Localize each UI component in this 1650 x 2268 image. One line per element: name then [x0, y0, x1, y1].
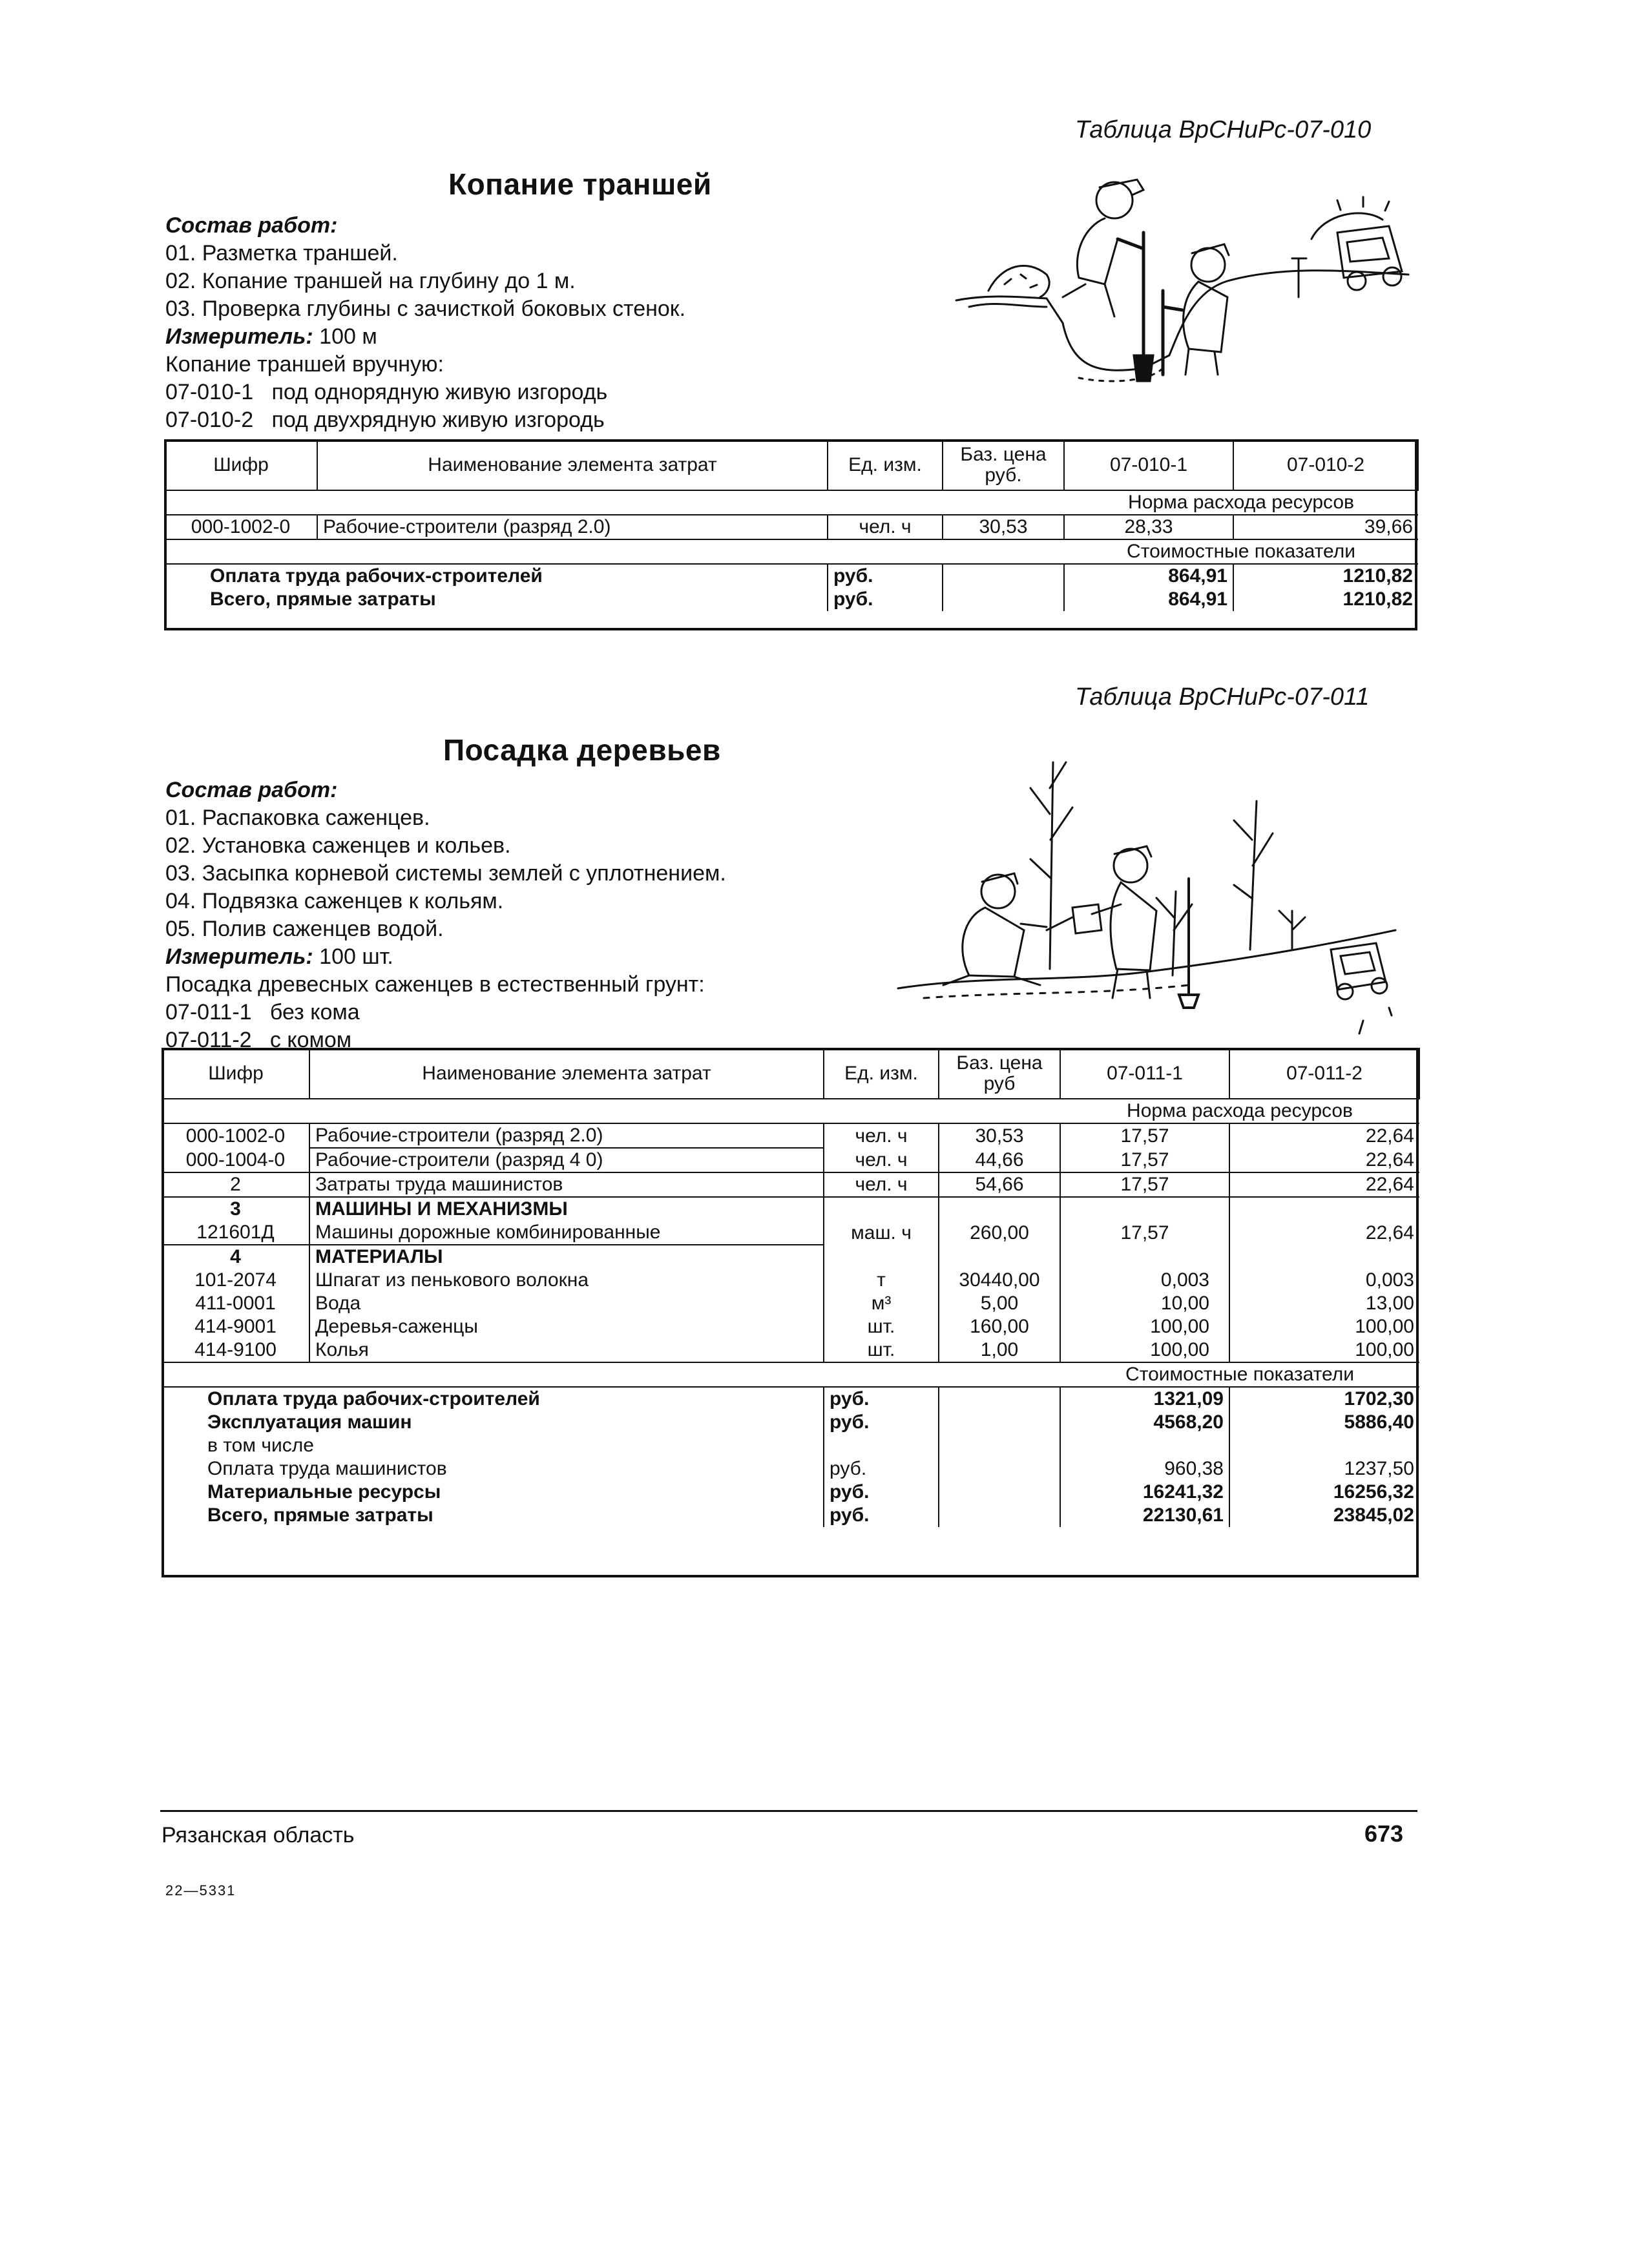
- price-cell: [939, 1481, 1060, 1504]
- unit-cell: шт.: [824, 1338, 939, 1362]
- table-row: [162, 1434, 1419, 1457]
- unit-cell: [824, 1197, 939, 1221]
- col-header: Баз. цена руб.: [943, 440, 1064, 490]
- unit-cell: руб.: [824, 1504, 939, 1527]
- unit-cell: руб.: [824, 1387, 939, 1411]
- measure-label: Измеритель:: [165, 944, 313, 969]
- table-row: [162, 1292, 1419, 1315]
- work-item: 05. Полив саженцев водой.: [165, 917, 444, 941]
- price-cell: [939, 1411, 1060, 1434]
- value-cell: [1060, 1197, 1229, 1221]
- unit-cell: м³: [824, 1292, 939, 1315]
- name-cell: Машины дорожные комбинированные: [315, 1222, 661, 1243]
- unit-cell: руб.: [828, 564, 943, 588]
- value-cell: 100,00: [1060, 1338, 1229, 1362]
- cost-name-cell: Всего, прямые затраты: [207, 1504, 433, 1526]
- value-cell: 1237,50: [1344, 1458, 1414, 1479]
- value-cell: [1060, 1245, 1229, 1269]
- table-row: [165, 564, 1418, 588]
- cost-name-cell: Материальные ресурсы: [207, 1481, 441, 1503]
- name-cell: Рабочие-строители (разряд 4 0): [309, 1148, 824, 1172]
- price-cell: [939, 1245, 1060, 1269]
- value-cell: 5886,40: [1344, 1411, 1414, 1433]
- name-cell: Шпагат из пенькового волокна: [315, 1269, 589, 1291]
- value-cell: 17,57: [1060, 1172, 1229, 1197]
- value-cell: 22,64: [1229, 1172, 1419, 1197]
- work-label: Состав работ:: [165, 778, 338, 802]
- measure: [165, 323, 685, 351]
- value-cell: 10,00: [1060, 1292, 1229, 1315]
- cost-name-cell: в том числе: [207, 1435, 314, 1456]
- work-intro: Копание траншей вручную:: [165, 352, 444, 377]
- table-row: [162, 1457, 1419, 1481]
- group-heading: МАТЕРИАЛЫ: [309, 1245, 824, 1269]
- unit-cell: руб.: [824, 1457, 939, 1481]
- variant: 07-010-1 под однорядную живую изгородь: [165, 380, 608, 404]
- unit-cell: чел. ч: [824, 1148, 939, 1172]
- value-cell: 0,003: [1365, 1269, 1414, 1291]
- code-cell: 411-0001: [162, 1292, 309, 1315]
- col-header: 07-011-1: [1060, 1048, 1229, 1099]
- value-cell: 864,91: [1064, 588, 1233, 611]
- code-cell: 000-1002-0: [162, 1123, 309, 1148]
- value-cell: [1229, 1434, 1419, 1457]
- unit-cell: шт.: [824, 1315, 939, 1338]
- table-row: [162, 1245, 1419, 1269]
- work-composition: [165, 776, 726, 1054]
- table-row: [165, 588, 1418, 611]
- group-heading: МАШИНЫ И МЕХАНИЗМЫ: [309, 1197, 824, 1221]
- col-header: Наименование элемента затрат: [317, 440, 828, 490]
- code-cell: 000-1004-0: [162, 1148, 309, 1172]
- unit-cell: руб.: [824, 1481, 939, 1504]
- value-cell: 1702,30: [1229, 1387, 1419, 1411]
- value-cell: 1210,82: [1233, 564, 1418, 588]
- table-row: [162, 1172, 1419, 1197]
- work-intro: Посадка древесных саженцев в естественный грунт:: [165, 972, 705, 997]
- value-cell: 100,00: [1355, 1316, 1414, 1337]
- code-cell: 2: [162, 1172, 309, 1197]
- cost-label: Стоимостные показатели: [1060, 1362, 1419, 1387]
- cost-name-cell: Эксплуатация машин: [207, 1411, 412, 1433]
- value-cell: 17,57: [1060, 1123, 1229, 1148]
- unit-cell: чел. ч: [824, 1172, 939, 1197]
- table-row: [162, 1315, 1419, 1338]
- table-row: [162, 1504, 1419, 1527]
- resource-table: [164, 439, 1419, 611]
- unit-cell: руб.: [824, 1411, 939, 1434]
- variant: 07-011-2 с комом: [165, 1028, 352, 1052]
- code-cell: 000-1002-0: [165, 515, 317, 539]
- value-cell: [1229, 1197, 1419, 1221]
- cost-name-cell: Оплата труда рабочих-строителей: [165, 564, 828, 588]
- value-cell: 28,33: [1064, 515, 1233, 539]
- value-cell: 16256,32: [1333, 1481, 1414, 1503]
- norm-label: Норма расхода ресурсов: [1064, 490, 1418, 515]
- value-cell: 13,00: [1365, 1293, 1414, 1314]
- table-row: [162, 1148, 1419, 1172]
- price-cell: [943, 564, 1064, 588]
- work-item: 01. Разметка траншей.: [165, 241, 398, 265]
- col-header: Баз. цена руб: [939, 1048, 1060, 1099]
- table-row: [162, 1123, 1419, 1148]
- price-cell: 30,53: [943, 515, 1064, 539]
- name-cell: Вода: [315, 1293, 361, 1314]
- col-header: Ед. изм.: [828, 440, 943, 490]
- work-item: 02. Установка саженцев и кольев.: [165, 833, 511, 858]
- work-label: Состав работ:: [165, 213, 338, 238]
- measure-value: 100 м: [313, 324, 377, 349]
- value-cell: 4568,20: [1060, 1411, 1229, 1434]
- cost-name-cell: Оплата труда рабочих-строителей: [162, 1387, 824, 1411]
- table-row: [162, 1411, 1419, 1434]
- value-cell: 17,57: [1060, 1221, 1229, 1245]
- cost-label: Стоимостные показатели: [1064, 539, 1418, 564]
- price-cell: 44,66: [939, 1148, 1060, 1172]
- value-cell: 1321,09: [1060, 1387, 1229, 1411]
- price-cell: [939, 1197, 1060, 1221]
- value-cell: 22,64: [1229, 1123, 1419, 1148]
- value-cell: 22,64: [1365, 1222, 1414, 1243]
- name-cell: Деревья-саженцы: [315, 1316, 478, 1337]
- variant: 07-010-2 под двухрядную живую изгородь: [165, 408, 605, 432]
- value-cell: [1229, 1245, 1419, 1269]
- value-cell: 100,00: [1229, 1338, 1419, 1362]
- value-cell: 22130,61: [1060, 1504, 1229, 1527]
- name-cell: Рабочие-строители (разряд 2.0): [317, 515, 828, 539]
- col-header: 07-010-2: [1233, 440, 1418, 490]
- price-cell: 260,00: [939, 1221, 1060, 1245]
- name-cell: Затраты труда машинистов: [309, 1172, 824, 1197]
- value-cell: 22,64: [1365, 1149, 1414, 1170]
- measure-value: 100 шт.: [313, 944, 393, 969]
- tree-planting-illustration: [885, 736, 1402, 1040]
- variant: 07-011-1 без кома: [165, 1000, 360, 1025]
- measure: [165, 943, 726, 971]
- unit-cell: руб.: [828, 588, 943, 611]
- table-row: [162, 1197, 1419, 1221]
- price-cell: 160,00: [939, 1315, 1060, 1338]
- cost-name-cell: Оплата труда машинистов: [207, 1458, 447, 1479]
- unit-cell: [824, 1434, 939, 1457]
- section-title: Копание траншей: [448, 167, 712, 201]
- work-item: 03. Засыпка корневой системы землей с уплотнением.: [165, 861, 726, 886]
- price-cell: [939, 1504, 1060, 1527]
- table-row: [162, 1481, 1419, 1504]
- code-cell: 3: [162, 1197, 309, 1221]
- col-header: Ед. изм.: [824, 1048, 939, 1099]
- cost-name-cell: Всего, прямые затраты: [210, 588, 436, 610]
- code-cell: 4: [162, 1245, 309, 1269]
- table-id: Таблица ВрСНиРс-07-010: [1075, 116, 1372, 143]
- price-cell: [939, 1434, 1060, 1457]
- print-code: 22—5331: [165, 1882, 236, 1899]
- table-id: Таблица ВрСНиРс-07-011: [1075, 683, 1370, 711]
- price-cell: 5,00: [939, 1292, 1060, 1315]
- table-row: [162, 1221, 1419, 1245]
- value-cell: 960,38: [1060, 1457, 1229, 1481]
- price-cell: [939, 1387, 1060, 1411]
- footer-rule: [160, 1810, 1417, 1812]
- work-item: 01. Распаковка саженцев.: [165, 806, 430, 830]
- value-cell: 23845,02: [1333, 1504, 1414, 1526]
- name-cell: Колья: [309, 1338, 824, 1362]
- col-header: Наименование элемента затрат: [309, 1048, 824, 1099]
- table-row: [165, 515, 1418, 539]
- name-cell: Рабочие-строители (разряд 2.0): [309, 1123, 824, 1148]
- page-number: 673: [1364, 1820, 1404, 1847]
- footer-region: Рязанская область: [162, 1823, 355, 1847]
- price-cell: 1,00: [939, 1338, 1060, 1362]
- col-header: 07-011-2: [1229, 1048, 1419, 1099]
- unit-cell: чел. ч: [828, 515, 943, 539]
- work-item: 02. Копание траншей на глубину до 1 м.: [165, 269, 576, 293]
- table-row: [162, 1338, 1419, 1362]
- work-item: 03. Проверка глубины с зачисткой боковых стенок.: [165, 297, 686, 321]
- price-cell: [943, 588, 1064, 611]
- value-cell: 1210,82: [1342, 588, 1413, 610]
- work-composition: [165, 212, 685, 434]
- unit-cell: чел. ч: [824, 1123, 939, 1148]
- code-cell: 121601Д: [162, 1221, 309, 1245]
- work-item: 04. Подвязка саженцев к кольям.: [165, 889, 504, 913]
- price-cell: 30,53: [939, 1123, 1060, 1148]
- unit-cell: т: [824, 1269, 939, 1292]
- price-cell: [939, 1457, 1060, 1481]
- unit-cell: [824, 1245, 939, 1269]
- measure-label: Измеритель:: [165, 324, 313, 349]
- table-row: [162, 1269, 1419, 1292]
- value-cell: 864,91: [1064, 564, 1233, 588]
- value-cell: 17,57: [1060, 1148, 1229, 1172]
- value-cell: 0,003: [1060, 1269, 1229, 1292]
- trench-digging-illustration: [950, 161, 1415, 401]
- norm-label: Норма расхода ресурсов: [1060, 1099, 1419, 1123]
- col-header: Шифр: [162, 1048, 309, 1099]
- col-header: 07-010-1: [1064, 440, 1233, 490]
- code-cell: 414-9001: [162, 1315, 309, 1338]
- price-cell: 30440,00: [939, 1269, 1060, 1292]
- col-header: Шифр: [165, 440, 317, 490]
- value-cell: 100,00: [1060, 1315, 1229, 1338]
- price-cell: 54,66: [939, 1172, 1060, 1197]
- section-title: Посадка деревьев: [443, 733, 721, 767]
- resource-table: [162, 1048, 1420, 1527]
- value-cell: 16241,32: [1060, 1481, 1229, 1504]
- code-cell: 414-9100: [162, 1338, 309, 1362]
- value-cell: [1060, 1434, 1229, 1457]
- table-row: [162, 1387, 1419, 1411]
- code-cell: 101-2074: [162, 1269, 309, 1292]
- value-cell: 39,66: [1233, 515, 1418, 539]
- unit-cell: маш. ч: [824, 1221, 939, 1245]
